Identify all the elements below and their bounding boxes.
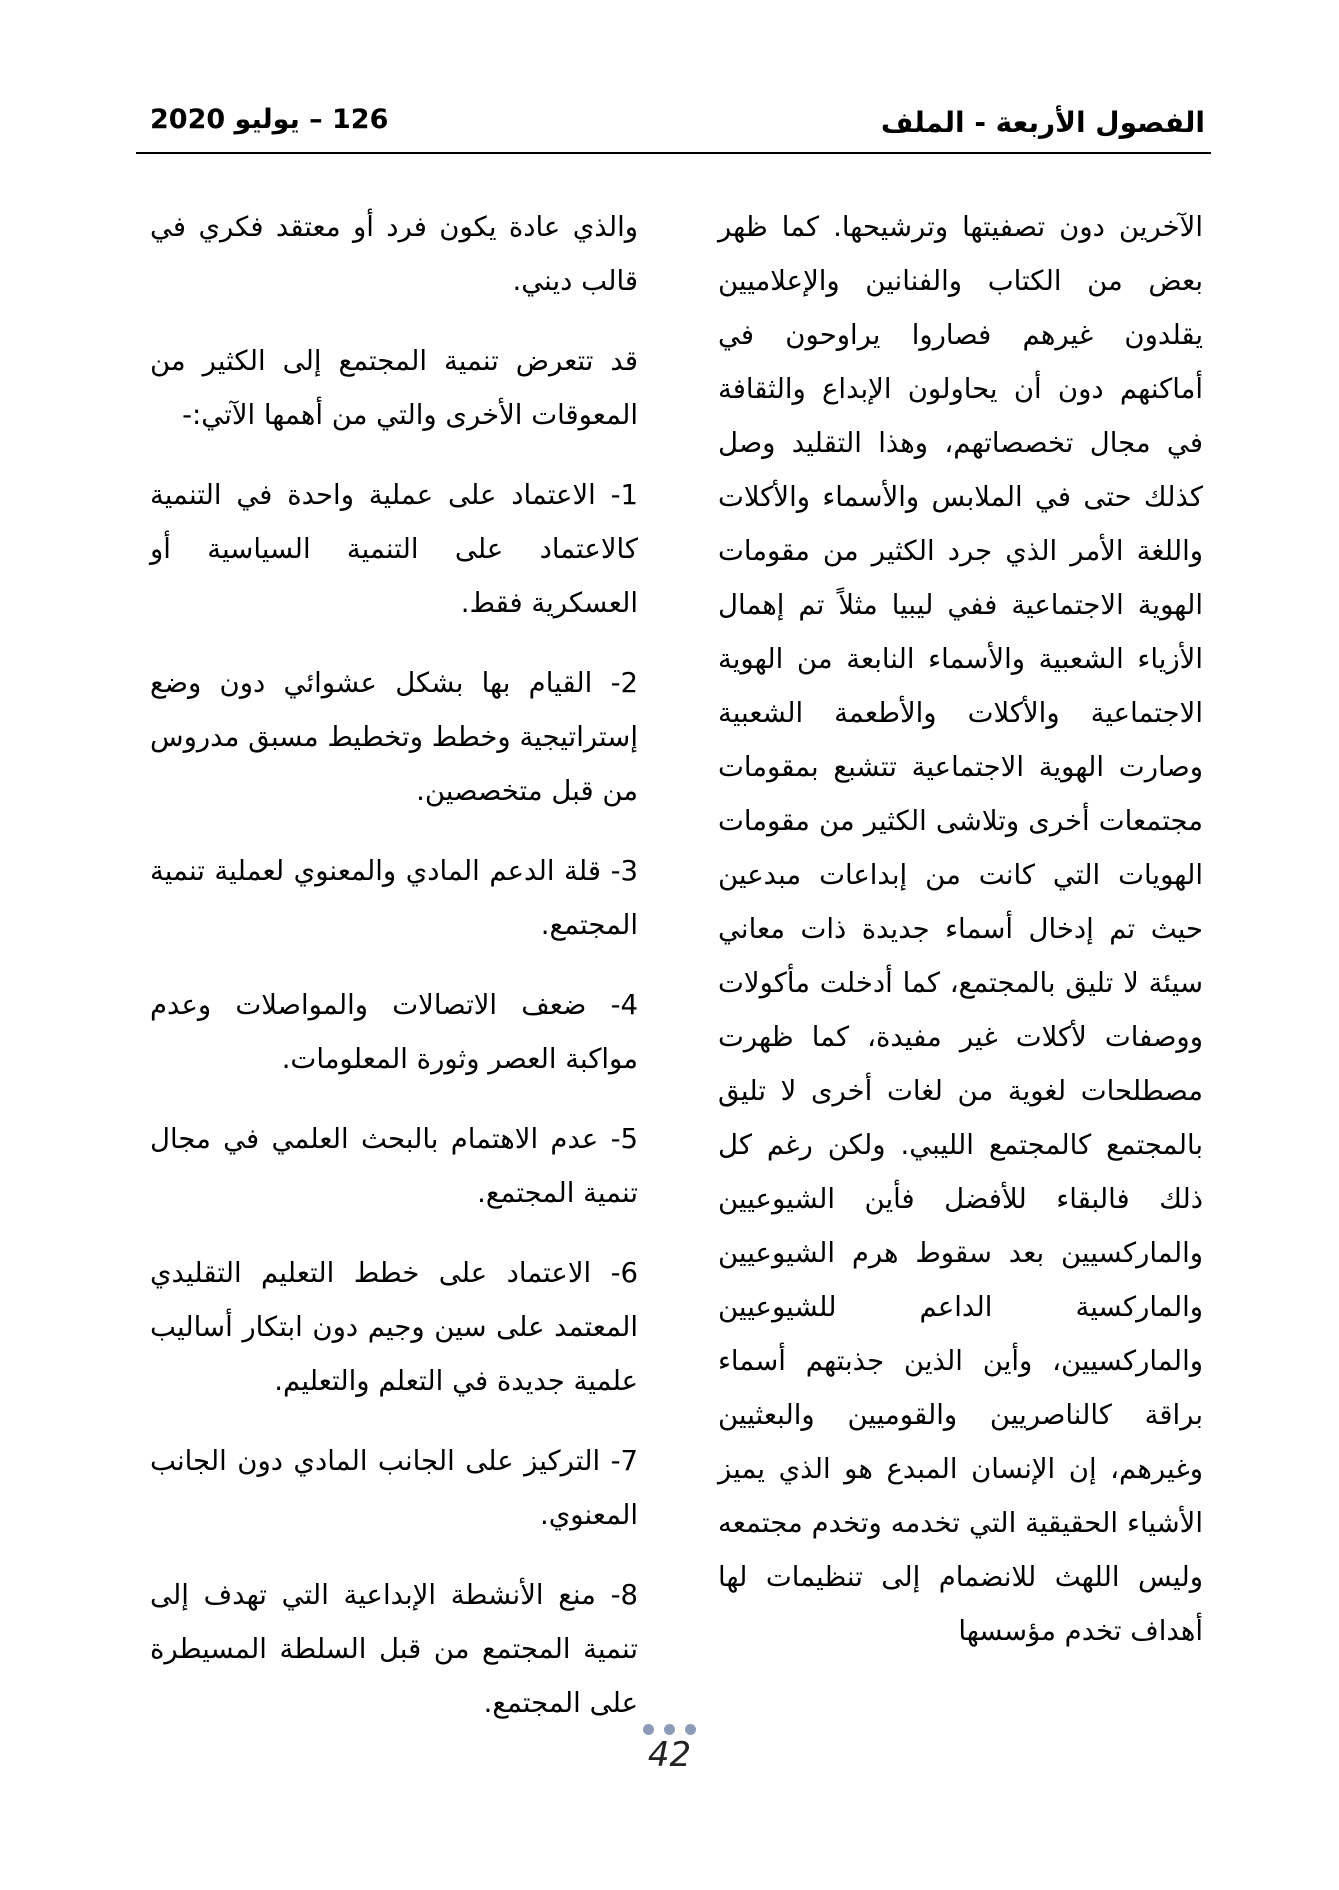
journal-title: الفصول الأربعة - الملف — [880, 106, 1205, 139]
list-item-2: 2- القيام بها بشكل عشوائي دون وضع إستراتيجية وخطط وتخطيط مسبق مدروس من قبل متخصصين. — [150, 667, 638, 807]
list-item-8: 8- منع الأنشطة الإبداعية التي تهدف إلى تنمية المجتمع من قبل السلطة المسيطرة على المجتمع. — [150, 1579, 638, 1719]
list-item-1: 1- الاعتماد على عملية واحدة في التنمية كالاعتماد على التنمية السياسية أو العسكرية فقط. — [150, 479, 638, 619]
intro-paragraph: قد تتعرض تنمية المجتمع إلى الكثير من المعوقات الأخرى والتي من أهمها الآتي:- — [150, 345, 638, 431]
body-paragraph: الآخرين دون تصفيتها وترشيحها. كما ظهر بعض من الكتاب والفنانين والإعلاميين يقلدون غيرهم فصاروا يراوحون في أماكنهم دون أن يحاولون الإبداع والثقافة في مجال تخصصاتهم، وهذا التقليد وصل كذلك حتى في الملابس والأسماء والأكلات واللغة الأمر الذي جرد الكثير من مقومات الهوية الاجتماعية ففي ليبيا مثلاً تم إهمال الأزياء الشعبية والأسماء النابعة من الهوية الاجتماعية والأكلات والأطعمة الشعبية وصارت الهوية الاجتماعية تتشبع بمقومات مجتمعات أخرى وتلاشى الكثير من مقومات الهويات التي كانت من إبداعات مبدعين حيث تم إدخال أسماء جديدة ذات معاني سيئة لا تليق بالمجتمع، كما أدخلت مأكولات ووصفات لأكلات غير مفيدة، كما ظهرت مصطلحات لغوية من لغات أخرى لا تليق بالمجتمع كالمجتمع الليبي. ولكن رغم كل ذلك فالبقاء للأفضل فأين الشيوعيين والماركسيين بعد سقوط هرم الشيوعيين والماركسية الداعم للشيوعيين والماركسيين، وأين الذين جذبتهم أسماء براقة كالناصريين والقوميين والبعثيين وغيرهم، إن الإنسان المبدع هو الذي يميز الأشياء الحقيقية التي تخدمه وتخدم مجتمعه وليس اللهث للانضمام إلى تنظيمات لها أهداف تخدم مؤسسها — [718, 211, 1203, 1647]
list-item-7: 7- التركيز على الجانب المادي دون الجانب المعنوي. — [150, 1445, 638, 1531]
list-item-3: 3- قلة الدعم المادي والمعنوي لعملية تنمية المجتمع. — [150, 855, 638, 941]
page-number: 42 — [647, 1735, 692, 1775]
list-item-4: 4- ضعف الاتصالات والمواصلات وعدم مواكبة العصر وثورة المعلومات. — [150, 989, 638, 1075]
issue-info: 126 – يوليو 2020 — [150, 104, 389, 135]
header-divider — [136, 152, 1211, 154]
left-column — [150, 200, 638, 1756]
continuation-paragraph: والذي عادة يكون فرد أو معتقد فكري في قالب ديني. — [150, 211, 638, 297]
list-item-6: 6- الاعتماد على خطط التعليم التقليدي المعتمد على سين وجيم دون ابتكار أساليب علمية جديدة في التعلم والتعليم. — [150, 1257, 638, 1397]
dot-icon — [643, 1724, 654, 1735]
dot-icon — [685, 1724, 696, 1735]
dot-icon — [664, 1724, 675, 1735]
list-item-5: 5- عدم الاهتمام بالبحث العلمي في مجال تنمية المجتمع. — [150, 1123, 638, 1209]
running-header — [140, 100, 1205, 152]
right-column — [718, 200, 1203, 1684]
